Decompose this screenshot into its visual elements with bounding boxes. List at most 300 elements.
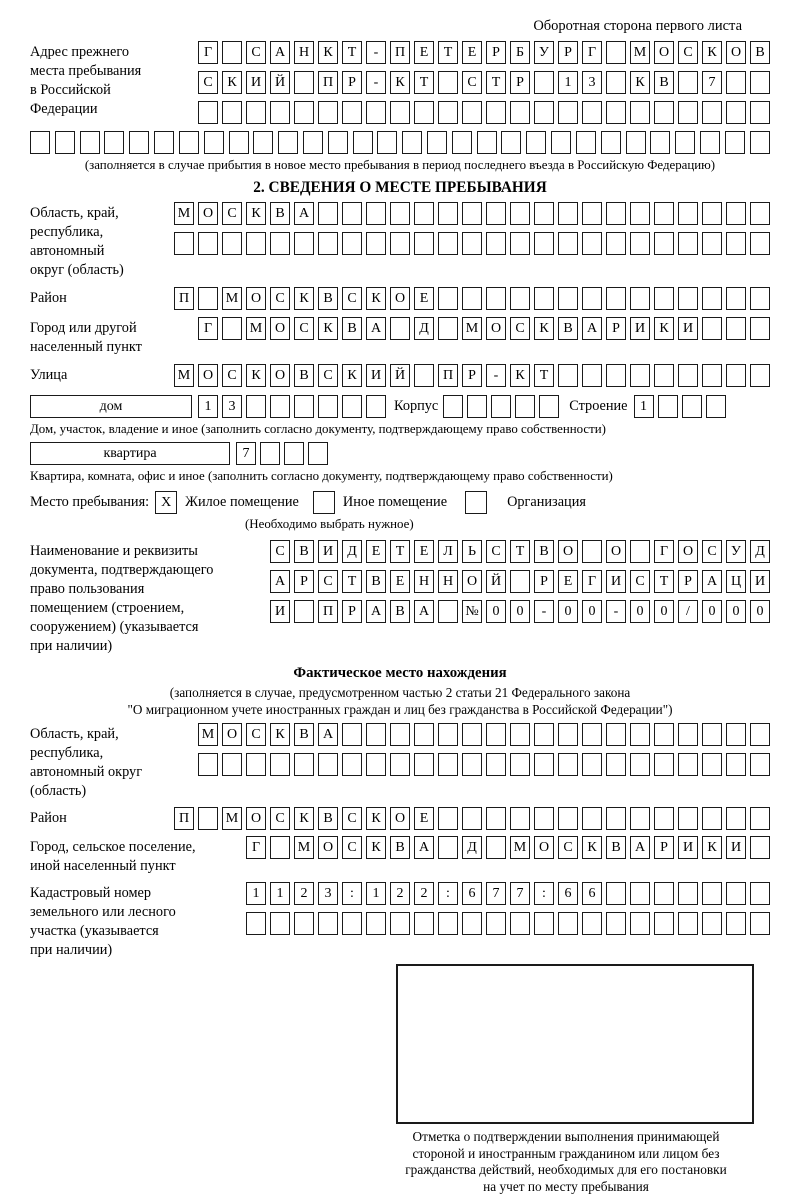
char-box[interactable] — [558, 101, 578, 124]
char-box[interactable]: Д — [750, 540, 770, 563]
char-box[interactable]: Г — [246, 836, 266, 859]
char-box[interactable] — [510, 202, 530, 225]
char-box[interactable]: С — [702, 540, 722, 563]
char-box[interactable] — [318, 753, 338, 776]
char-box[interactable]: 0 — [486, 600, 506, 623]
char-box[interactable] — [606, 753, 626, 776]
char-box[interactable]: Ь — [462, 540, 482, 563]
char-box[interactable] — [601, 131, 621, 154]
char-box[interactable]: Й — [486, 570, 506, 593]
char-box[interactable]: 2 — [414, 882, 434, 905]
char-box[interactable]: Е — [414, 287, 434, 310]
char-box[interactable]: - — [486, 364, 506, 387]
char-box[interactable]: С — [246, 723, 266, 746]
char-box[interactable] — [342, 912, 362, 935]
char-box[interactable]: Н — [294, 41, 314, 64]
char-box[interactable] — [366, 723, 386, 746]
char-box[interactable] — [390, 101, 410, 124]
house-type-box[interactable]: дом — [30, 395, 192, 418]
char-box[interactable] — [253, 131, 273, 154]
char-box[interactable] — [510, 753, 530, 776]
char-box[interactable] — [294, 71, 314, 94]
char-box[interactable]: С — [630, 570, 650, 593]
char-box[interactable] — [630, 202, 650, 225]
char-box[interactable]: П — [318, 600, 338, 623]
char-box[interactable] — [246, 753, 266, 776]
char-box[interactable]: К — [294, 807, 314, 830]
char-box[interactable] — [342, 232, 362, 255]
char-box[interactable]: Т — [438, 41, 458, 64]
char-box[interactable]: С — [342, 287, 362, 310]
char-box[interactable]: 1 — [634, 395, 654, 418]
char-box[interactable] — [726, 364, 746, 387]
char-box[interactable] — [402, 131, 422, 154]
char-box[interactable] — [678, 882, 698, 905]
char-box[interactable] — [486, 287, 506, 310]
char-box[interactable]: 1 — [246, 882, 266, 905]
char-box[interactable] — [606, 807, 626, 830]
char-box[interactable] — [80, 131, 100, 154]
char-box[interactable] — [174, 232, 194, 255]
char-box[interactable] — [582, 753, 602, 776]
char-box[interactable]: К — [222, 71, 242, 94]
char-box[interactable] — [198, 807, 218, 830]
char-box[interactable]: : — [438, 882, 458, 905]
char-box[interactable]: М — [294, 836, 314, 859]
char-box[interactable]: А — [270, 570, 290, 593]
char-box[interactable]: С — [270, 287, 290, 310]
char-box[interactable] — [702, 317, 722, 340]
char-box[interactable]: С — [510, 317, 530, 340]
char-box[interactable] — [294, 395, 314, 418]
char-box[interactable] — [486, 202, 506, 225]
char-box[interactable] — [630, 753, 650, 776]
char-box[interactable]: А — [366, 600, 386, 623]
char-box[interactable] — [630, 882, 650, 905]
char-box[interactable] — [726, 882, 746, 905]
char-box[interactable]: О — [246, 287, 266, 310]
char-box[interactable]: 7 — [486, 882, 506, 905]
char-box[interactable] — [582, 101, 602, 124]
char-box[interactable] — [366, 101, 386, 124]
char-box[interactable] — [154, 131, 174, 154]
char-box[interactable] — [706, 395, 726, 418]
char-box[interactable]: С — [486, 540, 506, 563]
char-box[interactable] — [534, 723, 554, 746]
char-box[interactable]: О — [246, 807, 266, 830]
char-box[interactable] — [308, 442, 328, 465]
char-box[interactable] — [606, 101, 626, 124]
char-box[interactable] — [551, 131, 571, 154]
char-box[interactable]: К — [702, 41, 722, 64]
char-box[interactable]: У — [534, 41, 554, 64]
char-box[interactable]: 1 — [366, 882, 386, 905]
char-box[interactable]: И — [270, 600, 290, 623]
char-box[interactable]: В — [534, 540, 554, 563]
char-box[interactable]: Е — [366, 540, 386, 563]
char-box[interactable] — [204, 131, 224, 154]
char-box[interactable] — [462, 287, 482, 310]
char-box[interactable] — [390, 202, 410, 225]
char-box[interactable]: В — [294, 364, 314, 387]
char-box[interactable] — [198, 287, 218, 310]
char-box[interactable] — [750, 101, 770, 124]
char-box[interactable] — [462, 232, 482, 255]
char-box[interactable] — [702, 101, 722, 124]
char-box[interactable]: К — [582, 836, 602, 859]
char-box[interactable]: Т — [510, 540, 530, 563]
char-box[interactable] — [678, 723, 698, 746]
char-box[interactable]: С — [270, 807, 290, 830]
char-box[interactable] — [678, 71, 698, 94]
char-box[interactable] — [179, 131, 199, 154]
char-box[interactable] — [427, 131, 447, 154]
char-box[interactable] — [582, 723, 602, 746]
char-box[interactable] — [654, 287, 674, 310]
char-box[interactable] — [222, 317, 242, 340]
char-box[interactable] — [630, 287, 650, 310]
char-box[interactable] — [678, 364, 698, 387]
char-box[interactable] — [654, 232, 674, 255]
apartment-type-box[interactable]: квартира — [30, 442, 230, 465]
char-box[interactable]: - — [606, 600, 626, 623]
char-box[interactable]: Т — [342, 41, 362, 64]
char-box[interactable] — [750, 723, 770, 746]
char-box[interactable]: К — [654, 317, 674, 340]
char-box[interactable] — [582, 807, 602, 830]
char-box[interactable]: В — [654, 71, 674, 94]
char-box[interactable] — [630, 807, 650, 830]
char-box[interactable]: Е — [390, 570, 410, 593]
char-box[interactable] — [390, 912, 410, 935]
char-box[interactable]: Д — [414, 317, 434, 340]
char-box[interactable] — [438, 912, 458, 935]
char-box[interactable] — [726, 753, 746, 776]
char-box[interactable] — [55, 131, 75, 154]
char-box[interactable] — [318, 202, 338, 225]
char-box[interactable] — [414, 202, 434, 225]
char-box[interactable] — [342, 202, 362, 225]
char-box[interactable] — [606, 882, 626, 905]
char-box[interactable]: В — [606, 836, 626, 859]
char-box[interactable] — [726, 101, 746, 124]
char-box[interactable]: К — [366, 807, 386, 830]
char-box[interactable] — [702, 912, 722, 935]
char-box[interactable]: О — [558, 540, 578, 563]
char-box[interactable] — [294, 753, 314, 776]
char-box[interactable] — [260, 442, 280, 465]
char-box[interactable]: О — [390, 287, 410, 310]
char-box[interactable] — [318, 232, 338, 255]
char-box[interactable]: К — [510, 364, 530, 387]
char-box[interactable] — [438, 836, 458, 859]
char-box[interactable] — [270, 753, 290, 776]
char-box[interactable] — [491, 395, 511, 418]
char-box[interactable]: К — [246, 202, 266, 225]
char-box[interactable]: К — [342, 364, 362, 387]
char-box[interactable]: А — [414, 836, 434, 859]
char-box[interactable] — [702, 287, 722, 310]
char-box[interactable]: В — [558, 317, 578, 340]
char-box[interactable] — [462, 723, 482, 746]
char-box[interactable] — [526, 131, 546, 154]
char-box[interactable] — [726, 317, 746, 340]
char-box[interactable]: Е — [558, 570, 578, 593]
char-box[interactable]: В — [750, 41, 770, 64]
char-box[interactable] — [294, 600, 314, 623]
char-box[interactable]: Е — [414, 807, 434, 830]
char-box[interactable]: Г — [654, 540, 674, 563]
char-box[interactable] — [270, 101, 290, 124]
char-box[interactable]: С — [318, 570, 338, 593]
char-box[interactable] — [318, 912, 338, 935]
char-box[interactable]: 6 — [558, 882, 578, 905]
char-box[interactable]: Е — [414, 540, 434, 563]
char-box[interactable] — [606, 364, 626, 387]
char-box[interactable] — [438, 287, 458, 310]
char-box[interactable]: О — [222, 723, 242, 746]
char-box[interactable]: М — [222, 807, 242, 830]
char-box[interactable]: Л — [438, 540, 458, 563]
char-box[interactable]: Е — [414, 41, 434, 64]
char-box[interactable] — [630, 723, 650, 746]
char-box[interactable] — [414, 364, 434, 387]
char-box[interactable]: 7 — [702, 71, 722, 94]
char-box[interactable] — [534, 71, 554, 94]
char-box[interactable] — [222, 753, 242, 776]
char-box[interactable] — [750, 807, 770, 830]
char-box[interactable] — [678, 287, 698, 310]
char-box[interactable] — [650, 131, 670, 154]
char-box[interactable] — [630, 232, 650, 255]
char-box[interactable] — [467, 395, 487, 418]
char-box[interactable]: С — [342, 836, 362, 859]
char-box[interactable]: К — [366, 836, 386, 859]
char-box[interactable]: О — [654, 41, 674, 64]
char-box[interactable] — [486, 912, 506, 935]
char-box[interactable]: Т — [414, 71, 434, 94]
char-box[interactable] — [222, 232, 242, 255]
char-box[interactable]: С — [342, 807, 362, 830]
char-box[interactable]: Р — [510, 71, 530, 94]
char-box[interactable] — [726, 912, 746, 935]
char-box[interactable]: А — [294, 202, 314, 225]
char-box[interactable] — [702, 753, 722, 776]
char-box[interactable] — [486, 753, 506, 776]
char-box[interactable] — [606, 41, 626, 64]
char-box[interactable] — [414, 101, 434, 124]
char-box[interactable] — [438, 753, 458, 776]
char-box[interactable]: Д — [342, 540, 362, 563]
char-box[interactable] — [750, 232, 770, 255]
char-box[interactable]: К — [318, 41, 338, 64]
char-box[interactable]: В — [390, 600, 410, 623]
char-box[interactable]: С — [678, 41, 698, 64]
char-box[interactable] — [414, 912, 434, 935]
char-box[interactable]: Н — [438, 570, 458, 593]
char-box[interactable] — [246, 912, 266, 935]
char-box[interactable]: О — [318, 836, 338, 859]
char-box[interactable]: М — [246, 317, 266, 340]
char-box[interactable] — [366, 395, 386, 418]
char-box[interactable] — [318, 101, 338, 124]
char-box[interactable]: С — [270, 540, 290, 563]
char-box[interactable] — [558, 807, 578, 830]
char-box[interactable]: 2 — [294, 882, 314, 905]
char-box[interactable] — [558, 202, 578, 225]
char-box[interactable] — [534, 807, 554, 830]
char-box[interactable] — [377, 131, 397, 154]
char-box[interactable] — [438, 232, 458, 255]
char-box[interactable]: - — [534, 600, 554, 623]
char-box[interactable]: Р — [486, 41, 506, 64]
char-box[interactable]: И — [630, 317, 650, 340]
char-box[interactable]: П — [174, 807, 194, 830]
char-box[interactable]: П — [318, 71, 338, 94]
char-box[interactable]: В — [270, 202, 290, 225]
char-box[interactable] — [342, 395, 362, 418]
char-box[interactable]: А — [366, 317, 386, 340]
char-box[interactable] — [390, 723, 410, 746]
char-box[interactable]: - — [366, 41, 386, 64]
char-box[interactable]: М — [174, 364, 194, 387]
char-box[interactable] — [654, 882, 674, 905]
char-box[interactable]: М — [462, 317, 482, 340]
char-box[interactable] — [630, 101, 650, 124]
char-box[interactable] — [654, 723, 674, 746]
char-box[interactable] — [682, 395, 702, 418]
char-box[interactable] — [606, 71, 626, 94]
char-box[interactable]: А — [630, 836, 650, 859]
char-box[interactable] — [630, 364, 650, 387]
char-box[interactable] — [726, 807, 746, 830]
char-box[interactable]: 6 — [582, 882, 602, 905]
char-box[interactable] — [582, 287, 602, 310]
char-box[interactable]: И — [246, 71, 266, 94]
char-box[interactable] — [414, 753, 434, 776]
char-box[interactable] — [702, 232, 722, 255]
char-box[interactable] — [675, 131, 695, 154]
char-box[interactable]: К — [534, 317, 554, 340]
char-box[interactable]: Д — [462, 836, 482, 859]
char-box[interactable] — [510, 570, 530, 593]
char-box[interactable]: Г — [582, 570, 602, 593]
char-box[interactable]: М — [174, 202, 194, 225]
char-box[interactable] — [438, 101, 458, 124]
char-box[interactable] — [725, 131, 745, 154]
char-box[interactable]: А — [414, 600, 434, 623]
char-box[interactable] — [750, 912, 770, 935]
char-box[interactable]: М — [198, 723, 218, 746]
char-box[interactable] — [486, 723, 506, 746]
char-box[interactable] — [303, 131, 323, 154]
char-box[interactable] — [438, 600, 458, 623]
char-box[interactable] — [678, 101, 698, 124]
char-box[interactable] — [582, 232, 602, 255]
char-box[interactable]: В — [390, 836, 410, 859]
char-box[interactable] — [654, 202, 674, 225]
char-box[interactable] — [606, 287, 626, 310]
char-box[interactable]: П — [438, 364, 458, 387]
char-box[interactable]: С — [222, 364, 242, 387]
char-box[interactable] — [462, 753, 482, 776]
char-box[interactable]: 3 — [318, 882, 338, 905]
char-box[interactable]: Н — [414, 570, 434, 593]
char-box[interactable]: Р — [342, 71, 362, 94]
char-box[interactable]: К — [366, 287, 386, 310]
char-box[interactable] — [198, 753, 218, 776]
char-box[interactable]: П — [174, 287, 194, 310]
char-box[interactable] — [486, 807, 506, 830]
char-box[interactable] — [558, 912, 578, 935]
char-box[interactable] — [558, 232, 578, 255]
char-box[interactable]: И — [726, 836, 746, 859]
char-box[interactable] — [726, 232, 746, 255]
char-box[interactable]: В — [318, 287, 338, 310]
char-box[interactable]: М — [510, 836, 530, 859]
char-box[interactable]: Г — [198, 317, 218, 340]
char-box[interactable]: К — [270, 723, 290, 746]
char-box[interactable] — [222, 41, 242, 64]
char-box[interactable]: 1 — [558, 71, 578, 94]
char-box[interactable]: В — [342, 317, 362, 340]
char-box[interactable]: Т — [486, 71, 506, 94]
char-box[interactable]: Б — [510, 41, 530, 64]
char-box[interactable]: Ц — [726, 570, 746, 593]
char-box[interactable]: В — [318, 807, 338, 830]
char-box[interactable] — [414, 723, 434, 746]
char-box[interactable]: 0 — [558, 600, 578, 623]
char-box[interactable] — [270, 232, 290, 255]
char-box[interactable]: А — [702, 570, 722, 593]
char-box[interactable] — [678, 807, 698, 830]
char-box[interactable]: 6 — [462, 882, 482, 905]
char-box[interactable] — [328, 131, 348, 154]
char-box[interactable] — [342, 753, 362, 776]
char-box[interactable]: И — [750, 570, 770, 593]
char-box[interactable] — [750, 364, 770, 387]
char-box[interactable] — [654, 753, 674, 776]
char-box[interactable]: О — [726, 41, 746, 64]
char-box[interactable]: Р — [294, 570, 314, 593]
char-box[interactable] — [414, 232, 434, 255]
char-box[interactable] — [654, 364, 674, 387]
char-box[interactable] — [318, 395, 338, 418]
char-box[interactable]: - — [366, 71, 386, 94]
char-box[interactable]: К — [246, 364, 266, 387]
char-box[interactable]: О — [486, 317, 506, 340]
char-box[interactable] — [462, 101, 482, 124]
char-box[interactable] — [390, 317, 410, 340]
char-box[interactable] — [246, 101, 266, 124]
char-box[interactable] — [510, 723, 530, 746]
char-box[interactable] — [366, 232, 386, 255]
char-box[interactable] — [246, 395, 266, 418]
char-box[interactable] — [366, 912, 386, 935]
char-box[interactable] — [278, 131, 298, 154]
char-box[interactable] — [658, 395, 678, 418]
char-box[interactable]: Й — [390, 364, 410, 387]
char-box[interactable]: Р — [558, 41, 578, 64]
char-box[interactable]: 1 — [198, 395, 218, 418]
char-box[interactable] — [606, 912, 626, 935]
char-box[interactable] — [438, 202, 458, 225]
char-box[interactable]: А — [582, 317, 602, 340]
char-box[interactable] — [198, 101, 218, 124]
char-box[interactable] — [486, 232, 506, 255]
char-box[interactable]: 2 — [390, 882, 410, 905]
char-box[interactable]: Р — [534, 570, 554, 593]
